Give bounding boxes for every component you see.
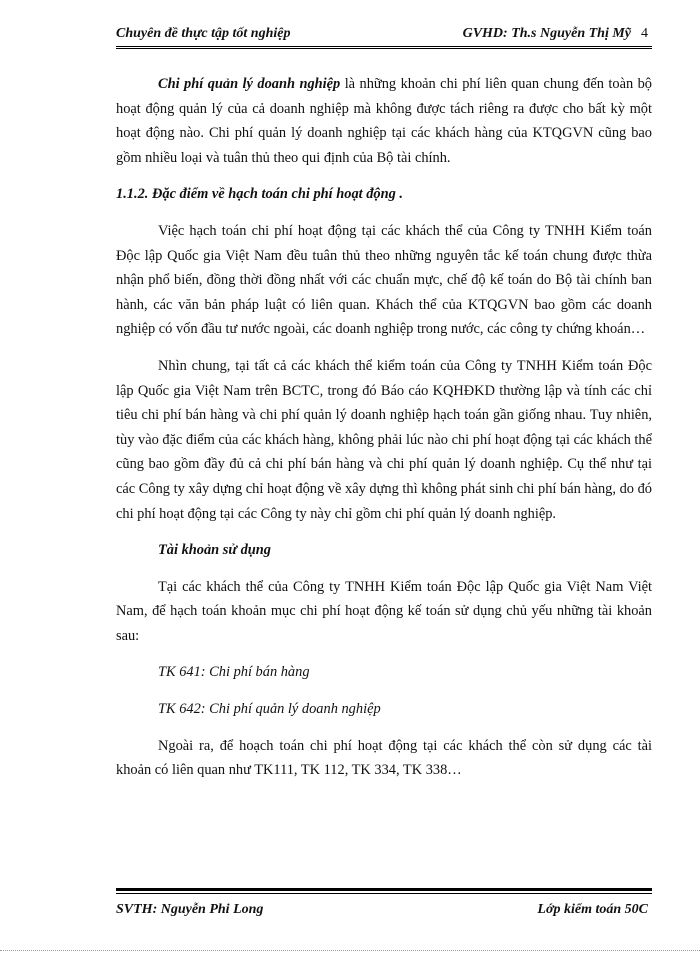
section-heading-1-1-2: 1.1.2. Đặc điểm về hạch toán chi phí hoạt động . (116, 186, 404, 203)
paragraph-accounting-principles: Việc hạch toán chi phí hoạt động tại các khách thể của Công ty TNHH Kiểm toán Độc lập Quốc gia Việt Nam đều tuân thủ theo những nguyên tắc kế toán chung được thừa nhận phổ biến, đồng thời đồng nhất với các chuẩn mực, chế độ kế toán do Bộ tài chính ban hành, các văn bản pháp luật có liên quan. Khách thể của KTQGVN bao gồm các doanh nghiệp có vốn đầu tư nước ngoài, các doanh nghiệp trong nước, các công ty chứng khoán… (116, 222, 652, 338)
paragraph-management-cost-text: là những khoản chi phí liên quan chung đến toàn bộ hoạt động quản lý của cả doanh nghiệp mà không được tách riêng ra được cho bất kỳ một hoạt động nào. Chi phí quản lý doanh nghiệp tại các khách hàng của KTQGVN cũng bao gồm nhiều loại và tuân thủ theo qui định của Bộ tài chính. (116, 76, 652, 166)
header-advisor-text: GVHD: Th.s Nguyễn Thị Mỹ (462, 26, 631, 41)
page-body (116, 72, 652, 783)
page-footer (116, 902, 648, 924)
paragraph-general-overview: Nhìn chung, tại tất cả các khách thể kiểm toán của Công ty TNHH Kiểm toán Độc lập Quốc gia Việt Nam trên BCTC, trong đó Báo cáo KQHĐKD thường lập và tính các chỉ tiêu chi phí bán hàng và chi phí quản lý doanh nghiệp hạch toán gần giống nhau. Tuy nhiên, tùy vào đặc điểm của các khách hàng, không phải lúc nào chi phí hoạt động tại các khách thể cũng bao gồm đầy đủ cả chi phí bán hàng và chi phí quản lý doanh nghiệp. Cụ thể như tại các Công ty xây dựng chỉ hoạt động về xây dựng thì không phát sinh chi phí bán hàng, do đó chi phí hoạt động tại các Công ty này chỉ gồm chi phí quản lý doanh nghiệp. (116, 357, 652, 522)
page-break-line (0, 950, 700, 951)
paragraph-accounts-intro: Tại các khách thể của Công ty TNHH Kiểm toán Độc lập Quốc gia Việt Nam Việt Nam, để hạch toán khoản mục chi phí hoạt động kế toán sử dụng chủ yếu những tài khoản sau: (116, 578, 652, 644)
paragraph-management-cost (116, 72, 652, 170)
footer-rule-thin (116, 893, 652, 894)
header-rule (116, 46, 652, 49)
header-advisor (463, 26, 648, 42)
term-management-cost: Chi phí quản lý doanh nghiệp (158, 76, 341, 92)
page-number: 4 (641, 26, 648, 41)
account-tk641: TK 641: Chi phí bán hàng (158, 664, 310, 681)
paragraph-other-accounts: Ngoài ra, để hoạch toán chi phí hoạt động tại các khách thể còn sử dụng các tài khoản có liên quan như TK111, TK 112, TK 334, TK 338… (116, 737, 652, 779)
subheading-accounts-used: Tài khoản sử dụng (158, 542, 271, 559)
footer-class: Lớp kiểm toán 50C (537, 902, 648, 917)
footer-rule-thick (116, 888, 652, 891)
footer-student: SVTH: Nguyễn Phi Long (116, 902, 264, 917)
account-tk642: TK 642: Chi phí quản lý doanh nghiệp (158, 701, 381, 718)
page-header (116, 24, 648, 46)
header-title: Chuyên đề thực tập tốt nghiệp (116, 26, 291, 41)
